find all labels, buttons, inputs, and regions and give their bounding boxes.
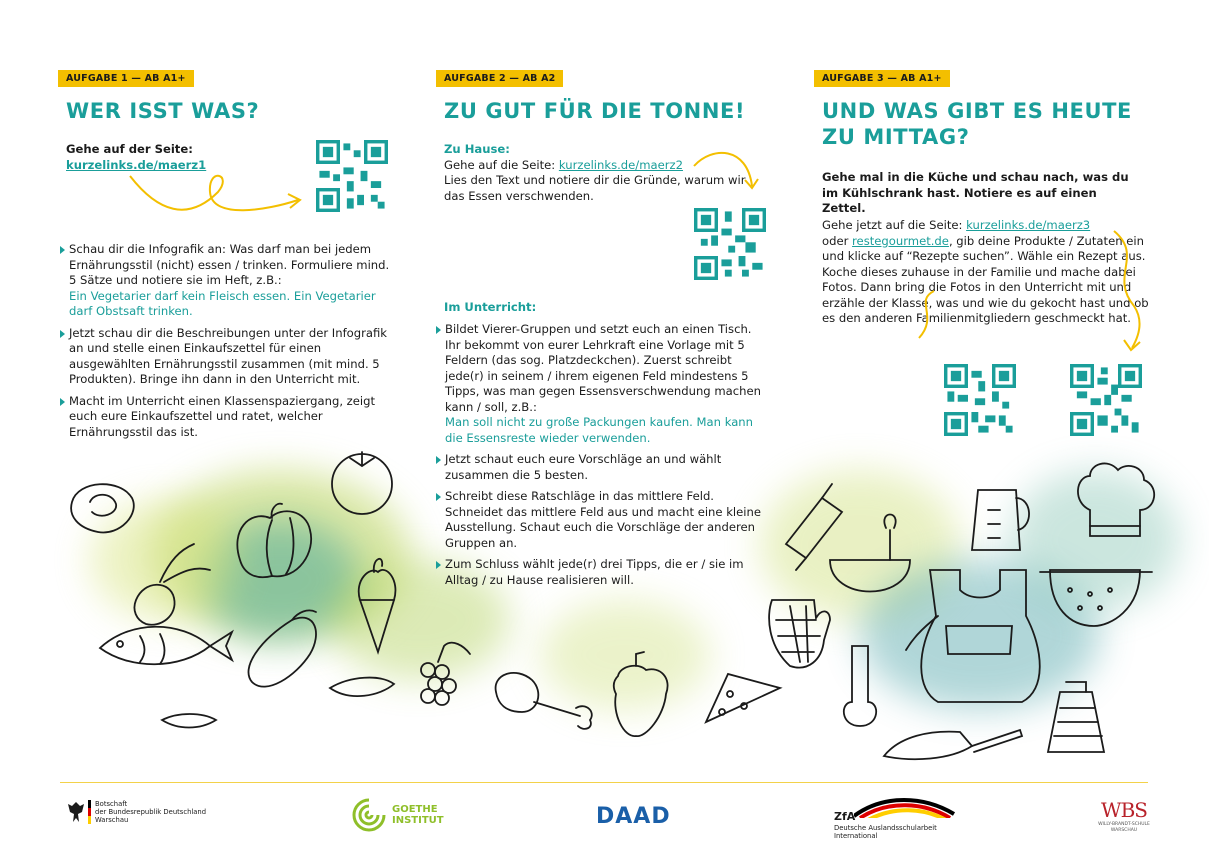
task2-link[interactable]: kurzelinks.de/maerz2 [558, 157, 683, 172]
pepper-icon [614, 652, 668, 736]
zfa-short: ZfA [834, 810, 856, 823]
task3-title: UND WAS GIBT ES HEUTE ZU MITTAG? [822, 99, 1132, 149]
embassy-line: Botschaft [95, 800, 128, 808]
arrow-doodle-icon [1104, 226, 1154, 356]
list-item: Macht im Unterricht einen Klassenspaziergang, zeigt euch eure Einkaufszettel und ratet, welcher Ernährungsstil das ist. [60, 394, 398, 441]
footer-divider [60, 782, 1148, 783]
list-item: Jetzt schaut euch eure Vorschläge an und wählt zusammen die 5 besten. [436, 452, 766, 483]
task2-title: ZU GUT FÜR DIE TONNE! [444, 99, 746, 123]
list-item: Schreibt diese Ratschläge in das mittlere Feld. Schneidet das mittlere Feld aus und macht eine kleine Ausstellung. Schaut euch die Vorschläge der anderen Gruppen an. [436, 489, 766, 551]
chicken-leg-icon [496, 673, 592, 729]
zfa-swoosh-icon [854, 798, 964, 818]
task2-tag: AUFGABE 2 — AB A2 [436, 70, 563, 87]
pumpkin-icon [237, 504, 311, 578]
list-item: Zum Schluss wählt jede(r) drei Tipps, die er / sie im Alltag / zu Hause realisieren will. [436, 557, 766, 588]
task1-column [58, 66, 398, 439]
food-illustrations [60, 440, 1160, 770]
grater-icon [1048, 682, 1104, 752]
list-item: Bildet Vierer-Gruppen und setzt euch an einen Tisch. Ihr bekommt von eurer Lehrkraft eine Vorlage mit 5 Feldern (das sog. Platzdeckchen). Zuerst schreibt jede(r) in seinem / ihrem eigenen Feld mindestens 5 Tipps, was man gegen Essensverschwendung machen kann / soll, z.B.: Man soll nicht zu große Packungen kaufen. Man kann die Essensreste wieder verwenden. [436, 322, 766, 446]
wbs-sub-line: WARSCHAU [1110, 828, 1138, 833]
task3-intro: Gehe mal in die Küche und schau nach, was du im Kühlschrank hast. Notiere es auf einen Zettel. [822, 170, 1129, 215]
wbs-logo [1094, 798, 1154, 834]
task1-tag: AUFGABE 1 — AB A1+ [58, 70, 194, 87]
qr-code-icon [1070, 364, 1142, 436]
measuring-cup-icon [972, 490, 1029, 550]
oven-mitt-icon [769, 600, 830, 668]
zfa-line: International [834, 832, 878, 840]
list-item: Jetzt schau dir die Beschreibungen unter der Infografik an und stelle einen Einkaufszettel für einen ausgewählten Ernährungsstil zusammen (mit mind. 5 Produkten). Bringe ihn dann in den Unterricht mit. [60, 326, 398, 388]
task3-text: Gehe jetzt auf die Seite: kurzelinks.de/maerz3 oder restegourmet.de, gib deine Produkte / Zutaten ein und klicke auf “Rezepte suchen”. Wähle ein Rezept aus. Koche dieses zuhause in der Familie und mache dabei Fotos. Dann bring die Fotos in den Unterricht mit und erzähle der Klasse, was und wie du gekocht hast und ob es den anderen Familienmitgliedern geschmeckt hat. [822, 218, 1149, 325]
task3-link2[interactable]: restegourmet.de [852, 233, 949, 248]
daad-logo: DAAD [596, 804, 671, 829]
eagle-icon [66, 800, 86, 824]
task2-column [436, 66, 766, 587]
rolling-pin-icon [786, 484, 842, 570]
bowl-whisk-icon [830, 515, 910, 592]
arrow-doodle-icon [894, 286, 954, 346]
fish-icon [100, 627, 232, 665]
wbs-sub-line: WILLY-BRANDT-SCHULE [1098, 822, 1150, 827]
grapes-icon [421, 643, 470, 705]
task3-link1[interactable]: kurzelinks.de/maerz3 [966, 218, 1091, 232]
wbs-mark: WBS [1101, 798, 1147, 822]
goethe-line: GOETHE [392, 804, 438, 815]
embassy-line: der Bundesrepublik Deutschland [95, 808, 207, 816]
arrow-doodle-icon [692, 146, 762, 196]
eggplant-icon [248, 610, 316, 686]
arrow-doodle-icon [128, 162, 308, 232]
apron-icon [906, 570, 1040, 702]
task1-intro-label: Gehe auf der Seite: [66, 142, 193, 156]
ladle-icon [844, 646, 876, 726]
task1-list [60, 242, 398, 446]
goethe-swirl-icon [350, 796, 388, 834]
radish-icon [134, 544, 210, 625]
chef-hat-icon [1078, 463, 1154, 536]
task3-column [814, 66, 1154, 325]
task1-title: WER ISST WAS? [66, 99, 260, 123]
task2-home-text: Gehe auf die Seite: kurzelinks.de/maerz2 Lies den Text und notiere dir die Gründe, warum wir das Essen verschwenden. [444, 157, 746, 203]
ice-cream-icon [359, 559, 396, 652]
task2-class-heading: Im Unterricht: [444, 300, 537, 314]
colander-icon [1040, 570, 1152, 626]
steak-icon [71, 484, 134, 532]
task3-tag: AUFGABE 3 — AB A1+ [814, 70, 950, 87]
zfa-line: Deutsche Auslandsschularbeit [834, 824, 937, 832]
qr-code-icon [944, 364, 1016, 436]
list-item: Schau dir die Infografik an: Was darf man bei jedem Ernährungsstil (nicht) essen / trinken. Formuliere mind. 5 Sätze und notiere sie im Heft, z.B.: Ein Vegetarier darf kein Fleisch essen. Ein Vegetarier darf Obstsaft trinken. [60, 242, 398, 320]
sausage-icon [162, 678, 394, 728]
qr-code-icon [694, 208, 766, 280]
frying-pan-icon [884, 730, 1022, 759]
goethe-line: INSTITUT [392, 815, 444, 826]
tomato-icon [332, 452, 392, 514]
task1-link[interactable]: kurzelinks.de/maerz1 [66, 157, 207, 172]
task2-home-heading: Zu Hause: [444, 142, 510, 156]
qr-code-icon [316, 140, 388, 212]
pizza-icon [706, 674, 780, 722]
embassy-line: Warschau [95, 816, 129, 824]
